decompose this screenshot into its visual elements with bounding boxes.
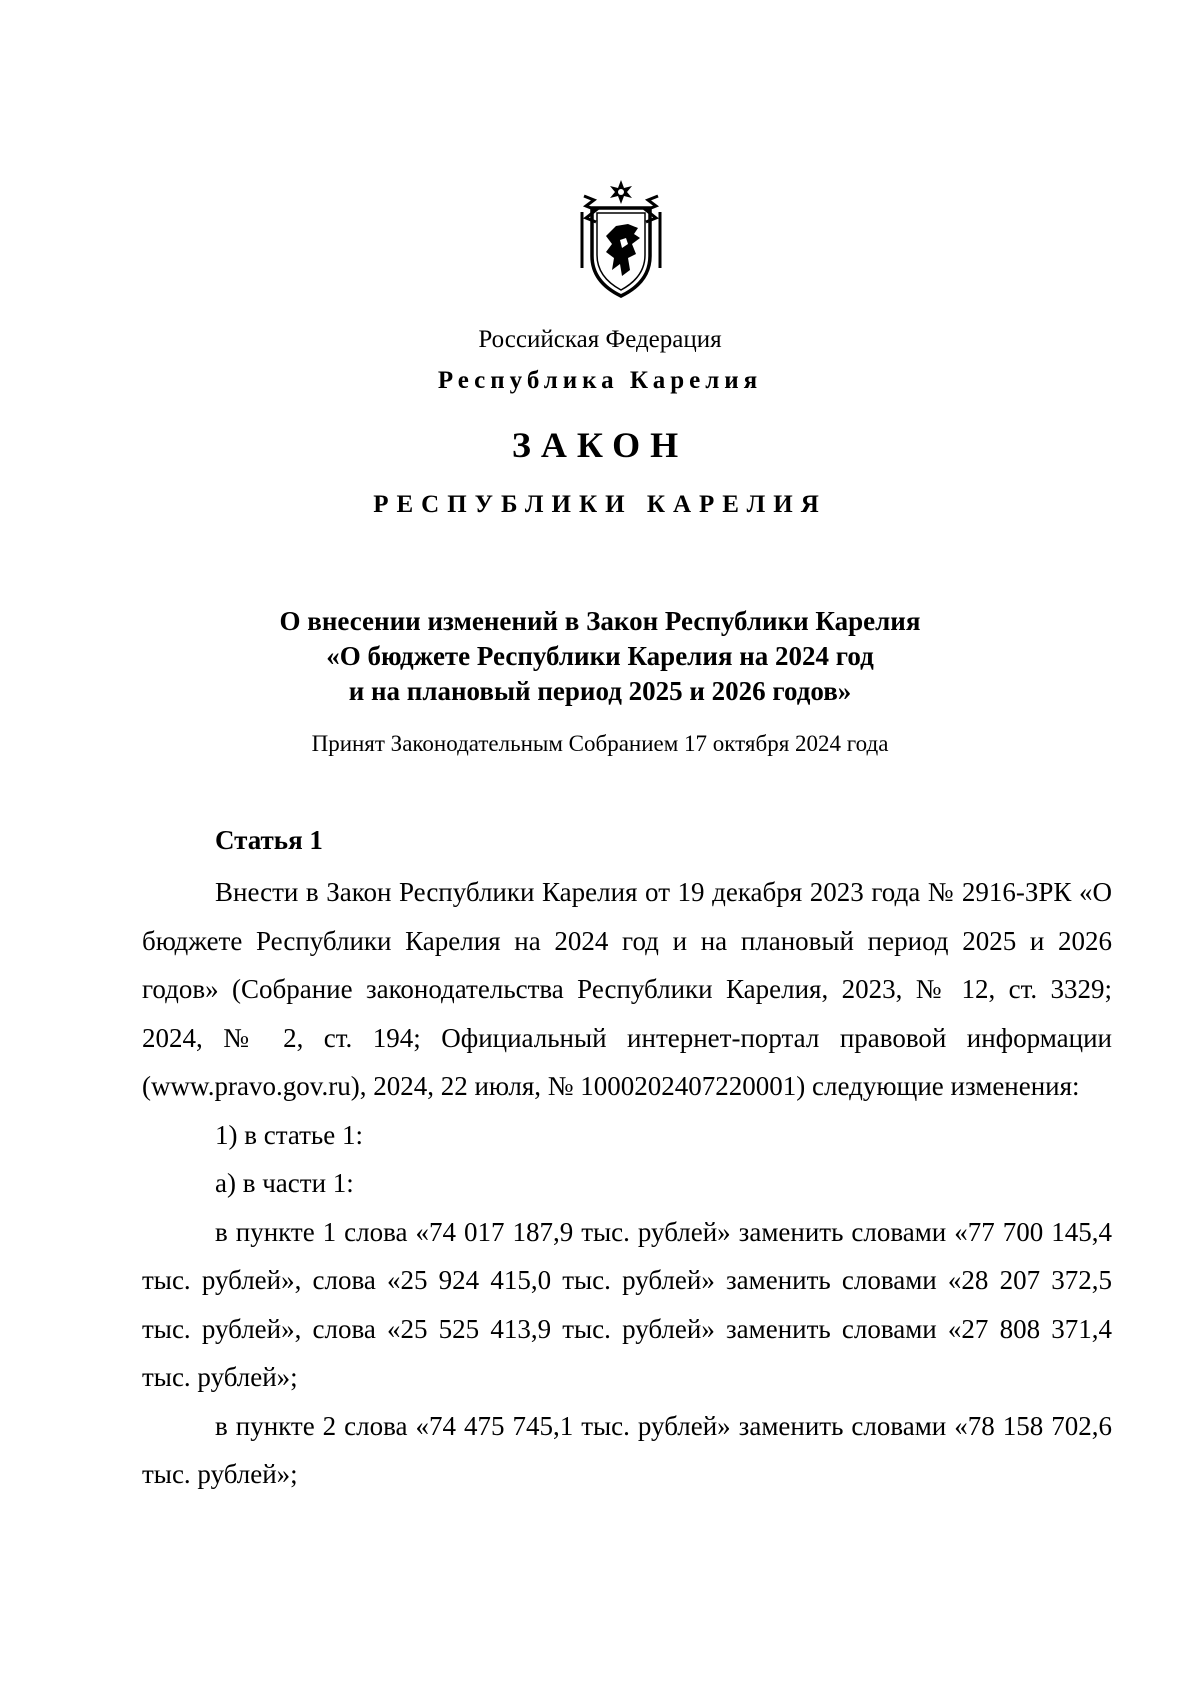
article-heading: Статья 1: [215, 825, 323, 855]
federation-label: Российская Федерация: [478, 326, 722, 353]
document-type: ЗАКОН: [511, 425, 689, 465]
law-title-line: О внесении изменений в Закон Республики Карелия: [279, 606, 921, 636]
law-title-line: «О бюджете Республики Карелия на 2024 год: [326, 641, 874, 671]
document-type-sub: РЕСПУБЛИКИ КАРЕЛИЯ: [373, 491, 827, 518]
article-paragraph: а) в части 1:: [215, 1168, 354, 1198]
karelia-coat-of-arms-icon: [576, 178, 666, 300]
adoption-note: Принят Законодательным Собранием 17 октября 2024 года: [311, 731, 889, 756]
article-paragraph: Внести в Закон Республики Карелия от 19 декабря 2023 года № 2916-ЗРК «О бюджете Республики Карелия на 2024 год и на плановый период 2025 и 2026 годов» (Собрание законодательства Республики Карелия, 2023, № 12, ст. 3329; 2024, № 2, ст. 194; Официальный интернет-портал правовой информации (www.pravo.gov.ru), 2024, 22 июля, № 1000202407220001) следующие изменения:: [142, 877, 1112, 1101]
law-title: [0, 604, 1200, 709]
article-body: [142, 868, 1112, 1499]
law-title-line: и на плановый период 2025 и 2026 годов»: [348, 676, 852, 706]
article-paragraph: 1) в статье 1:: [215, 1119, 363, 1150]
article-paragraph: в пункте 2 слова «74 475 745,1 тыс. рублей» заменить словами «78 158 702,6 тыс. рублей»;: [142, 1410, 1112, 1489]
article-paragraph: в пункте 1 слова «74 017 187,9 тыс. рублей» заменить словами «77 700 145,4 тыс. рублей», слова «25 924 415,0 тыс. рублей» заменить словами «28 207 372,5 тыс. рублей», слова «25 525 413,9 тыс. рублей» заменить словами «27 808 371,4 тыс. рублей»;: [142, 1216, 1112, 1392]
republic-label: Республика Карелия: [437, 367, 763, 394]
